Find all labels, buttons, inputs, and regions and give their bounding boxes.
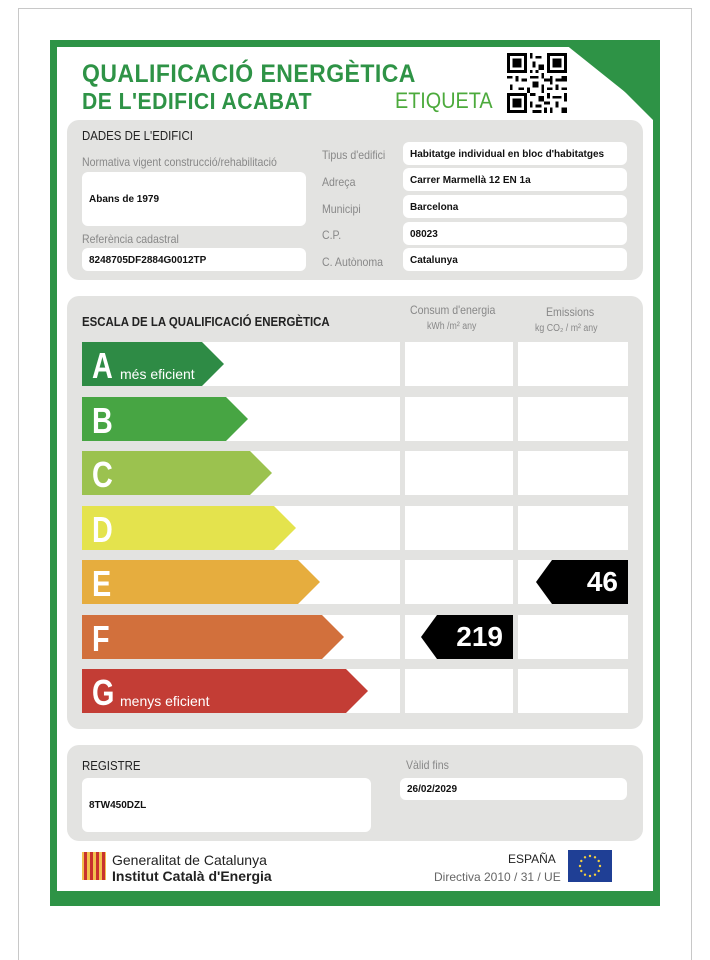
qr-code-icon	[507, 53, 567, 113]
band-arrow	[82, 506, 298, 550]
emissions-cell	[518, 451, 628, 495]
consum-marker	[421, 615, 513, 659]
org-line-1: Generalitat de Catalunya	[112, 852, 267, 868]
band-arrow	[82, 560, 322, 604]
consum-header: Consum d'energia	[410, 303, 496, 317]
band-f	[82, 615, 346, 659]
adreca-field: Carrer Marmellà 12 EN 1a	[403, 168, 627, 191]
emissions-units: kg CO₂ / m² any	[535, 323, 598, 334]
band-letter: C	[92, 454, 113, 495]
emissions-cell	[518, 669, 628, 713]
band-letter: F	[92, 618, 110, 659]
consum-cell	[405, 451, 513, 495]
emissions-marker	[536, 560, 628, 604]
emissions-cell	[518, 397, 628, 441]
consum-units: kWh /m² any	[427, 321, 477, 332]
consum-cell	[405, 342, 513, 386]
generalitat-logo-icon	[82, 852, 106, 880]
adreca-label: Adreça	[322, 175, 356, 189]
normativa-label: Normativa vigent construcció/rehabilitació	[82, 155, 277, 169]
band-letter: B	[92, 400, 113, 441]
directive-label: Directiva 2010 / 31 / UE	[434, 870, 561, 884]
band-letter: A	[92, 345, 113, 386]
consum-cell	[405, 560, 513, 604]
emissions-marker-value: 46	[586, 566, 618, 597]
band-b	[82, 397, 250, 441]
municipi-field: Barcelona	[403, 195, 627, 218]
band-letter: E	[92, 563, 112, 604]
consum-cell	[405, 506, 513, 550]
country-label: ESPAÑA	[508, 852, 556, 866]
consum-marker-value: 219	[456, 621, 503, 652]
emissions-cell	[518, 342, 628, 386]
org-line-2: Institut Català d'Energia	[112, 868, 272, 884]
scale-section-title: ESCALA DE LA QUALIFICACIÓ ENERGÈTICA	[82, 314, 330, 329]
band-letter: G	[92, 672, 115, 713]
band-arrow	[82, 615, 346, 659]
band-letter: D	[92, 509, 113, 550]
corner-fold	[580, 47, 653, 120]
emissions-cell	[518, 506, 628, 550]
autonoma-field: Catalunya	[403, 248, 627, 271]
registre-field: 8TW450DZL	[82, 778, 371, 832]
band-e	[82, 560, 322, 604]
cp-field: 08023	[403, 222, 627, 245]
eu-flag-icon	[568, 850, 612, 882]
valid-label: Vàlid fins	[406, 758, 449, 772]
cp-label: C.P.	[322, 228, 342, 242]
title-line-2: DE L'EDIFICI ACABAT	[82, 88, 313, 114]
band-c	[82, 451, 274, 495]
etiqueta-label: ETIQUETA	[395, 88, 493, 113]
autonoma-label: C. Autònoma	[322, 255, 384, 269]
consum-cell	[405, 669, 513, 713]
tipus-field: Habitatge individual en bloc d'habitatges	[403, 142, 627, 165]
valid-field: 26/02/2029	[400, 778, 627, 800]
referencia-field: 8248705DF2884G0012TP	[82, 248, 306, 271]
consum-cell	[405, 397, 513, 441]
band-g	[82, 669, 370, 713]
emissions-header: Emissions	[546, 305, 595, 319]
band-a	[82, 342, 226, 386]
emissions-cell	[518, 615, 628, 659]
registre-label: REGISTRE	[82, 758, 141, 773]
band-caption: menys eficient	[120, 693, 210, 709]
normativa-field: Abans de 1979	[82, 172, 306, 226]
band-caption: més eficient	[120, 366, 195, 382]
municipi-label: Municipi	[322, 202, 361, 216]
building-section-title: DADES DE L'EDIFICI	[82, 128, 193, 143]
title-line-1: QUALIFICACIÓ ENERGÈTICA	[82, 60, 416, 88]
tipus-label: Tipus d'edifici	[322, 148, 386, 162]
band-d	[82, 506, 298, 550]
referencia-label: Referència cadastral	[82, 232, 179, 246]
